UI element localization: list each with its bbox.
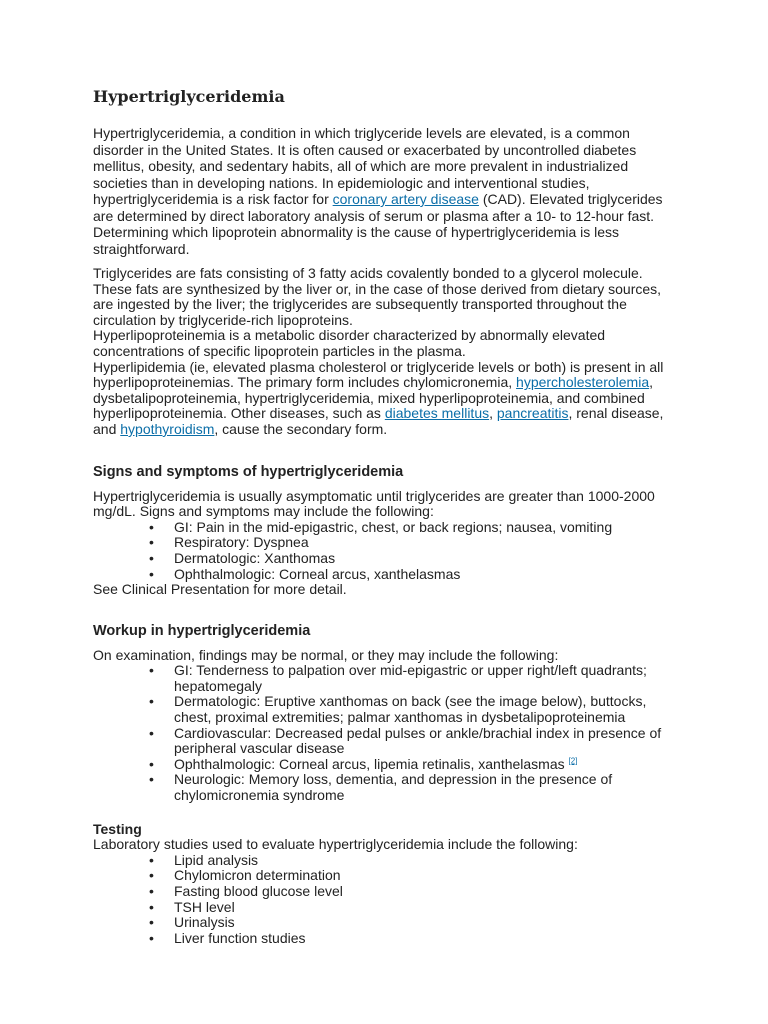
workup-heading-wrap [93,622,683,640]
list-item: • Respiratory: Dyspnea [174,535,683,551]
list-item: • Chylomicron determination [174,868,683,884]
page-title: Hypertriglyceridemia [93,87,285,106]
testing-list [93,853,683,947]
list-item: • GI: Pain in the mid-epigastric, chest, or back regions; nausea, vomiting [174,520,683,536]
workup-intro: On examination, findings may be normal, or they may include the following: [93,646,559,663]
separator-comma: , [489,405,497,422]
testing-heading: Testing [93,820,142,837]
intro-paragraph [93,125,683,257]
workup-list [93,663,683,803]
hyperlipidemia-text-a: Hyperlipidemia (ie, elevated plasma cholesterol or triglyceride levels or both) is present in all hyperlipoproteinemias. The primary form includes chylomicronemia, [93,358,664,391]
list-item: • Liver function studies [174,931,683,947]
list-item: • Dermatologic: Eruptive xanthomas on back (see the image below), buttocks, chest, proximal extremities; palmar xanthomas in dysbetalipoproteinemia [174,694,683,725]
signs-list [93,520,683,582]
hyperlipoproteinemia-paragraph: Hyperlipoproteinemia is a metabolic disorder characterized by abnormally elevated concentrations of specific lipoprotein particles in the plasma. [93,327,606,359]
hyperlipidemia-text-b: , dysbetalipoproteinemia, hypertriglyceridemia, mixed hyperlipoproteinemia, and combined hyperlipoproteinemia. Other diseases, such as [93,374,653,422]
hyperlipidemia-text-d: , cause the secondary form. [214,420,388,437]
list-item: • Urinalysis [174,915,683,931]
list-item: • Fasting blood glucose level [174,884,683,900]
workup-heading: Workup in hypertriglyceridemia [93,622,311,639]
list-item: • Dermatologic: Xanthomas [174,551,683,567]
link-diabetes-mellitus[interactable]: diabetes mellitus [384,405,490,422]
signs-intro: Hypertriglyceridemia is usually asymptomatic until triglycerides are greater than 1000-2000 mg/dL. Signs and symptoms may include the following: [93,487,655,520]
ophthalmologic-text: Ophthalmologic: Corneal arcus, lipemia retinalis, xanthelasmas [174,755,569,772]
signs-heading: Signs and symptoms of hypertriglyceridemia [93,463,404,480]
hyperlipidemia-text-c: , renal disease, and [93,405,664,437]
signs-heading-wrap [93,463,683,481]
list-item: • Cardiovascular: Decreased pedal pulses or ankle/brachial index in presence of peripheral vascular disease [174,726,683,757]
article [93,86,683,946]
reference-link[interactable]: [2] [568,756,578,766]
list-item [174,757,683,773]
link-coronary-artery-disease[interactable]: coronary artery disease [332,191,479,207]
link-hypercholesterolemia[interactable]: hypercholesterolemia [516,374,650,391]
link-hypothyroidism[interactable]: hypothyroidism [120,420,215,437]
signs-outro: See Clinical Presentation for more detail. [93,581,347,598]
testing-intro: Laboratory studies used to evaluate hypertriglyceridemia include the following: [93,836,578,853]
list-item: • Neurologic: Memory loss, dementia, and depression in the presence of chylomicronemia syndrome [174,772,683,803]
link-pancreatitis[interactable]: pancreatitis [496,405,569,422]
list-item: • Ophthalmologic: Corneal arcus, xanthelasmas [174,567,683,583]
hyperlipidemia-paragraph [93,360,683,438]
list-item: • TSH level [174,900,683,916]
triglycerides-paragraph: Triglycerides are fats consisting of 3 fatty acids covalently bonded to a glycerol molecule. These fats are synthesized by the liver or, in the case of those derived from dietary sources, are ingested by the liver; the triglycerides are subsequently transported throughout the circulation by triglyceride-rich lipoproteins. [93,265,662,328]
intro-text-a: Hypertriglyceridemia, a condition in which triglyceride levels are elevated, is a common disorder in the United States. It is often caused or exacerbated by uncontrolled diabetes mellitus, obesity, and sedentary habits, all of which are more prevalent in industrialized societies than in developing nations. In epidemiologic and interventional studies, hypertriglyceridemia is a risk factor for [93,125,637,207]
intro-text-b: (CAD). Elevated triglycerides are determined by direct laboratory analysis of serum or plasma after a 10- to 12-hour fast. Determining which lipoprotein abnormality is the cause of hypertriglyceridemia is less straightforward. [93,191,663,257]
list-item: • Lipid analysis [174,853,683,869]
list-item: • GI: Tenderness to palpation over mid-epigastric or upper right/left quadrants; hepatomegaly [174,663,683,694]
